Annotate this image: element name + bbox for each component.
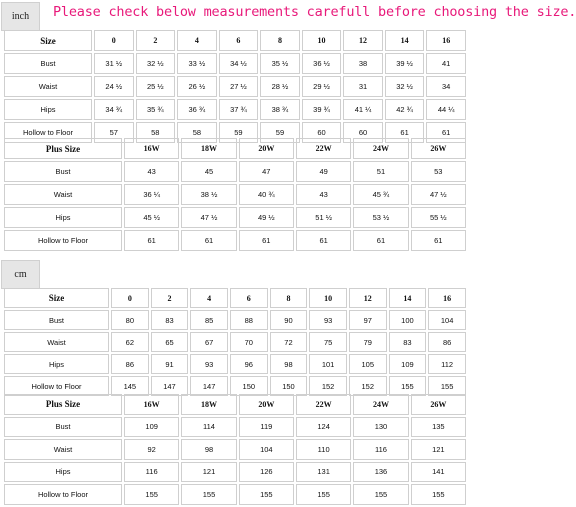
measurement-value-cell: 131 [296, 462, 351, 483]
measurement-value-cell: 59 [260, 122, 300, 143]
measurement-value-cell: 28 ½ [260, 76, 300, 97]
size-header-cell: 16W [124, 394, 179, 415]
measurement-value-cell: 58 [136, 122, 176, 143]
measurement-value-cell: 152 [309, 376, 347, 396]
measurement-value-cell: 150 [270, 376, 308, 396]
measurement-name-cell: Hips [4, 462, 122, 483]
size-header-row [4, 30, 466, 51]
size-header-cell: 10 [302, 30, 342, 51]
measurement-row [4, 184, 466, 205]
measurement-value-cell: 135 [411, 417, 466, 438]
size-header-cell: 2 [151, 288, 189, 308]
measurement-value-cell: 88 [230, 310, 268, 330]
size-header-cell: 14 [385, 30, 425, 51]
size-header-cell: 26W [411, 394, 466, 415]
size-header-cell: 4 [177, 30, 217, 51]
measurement-value-cell: 34 [426, 76, 466, 97]
measurement-value-cell: 83 [151, 310, 189, 330]
measurement-value-cell: 98 [181, 439, 236, 460]
measurement-value-cell: 61 [124, 230, 179, 251]
cm-unit-tab: cm [1, 260, 40, 289]
size-header-cell: 20W [239, 138, 294, 159]
measurement-name-cell: Waist [4, 332, 109, 352]
measurement-value-cell: 86 [111, 354, 149, 374]
measurement-value-cell: 98 [270, 354, 308, 374]
measurement-value-cell: 116 [353, 439, 408, 460]
measurement-value-cell: 136 [353, 462, 408, 483]
measurement-value-cell: 72 [270, 332, 308, 352]
measurement-value-cell: 44 ¼ [426, 99, 466, 120]
size-header-cell: 14 [389, 288, 427, 308]
measurement-value-cell: 80 [111, 310, 149, 330]
measurement-value-cell: 124 [296, 417, 351, 438]
measurement-value-cell: 57 [94, 122, 134, 143]
measurement-value-cell: 55 ½ [411, 207, 466, 228]
size-header-cell: 8 [270, 288, 308, 308]
measurement-value-cell: 105 [349, 354, 387, 374]
measurement-value-cell: 51 [353, 161, 408, 182]
size-header-cell: 24W [353, 138, 408, 159]
size-header-cell: 22W [296, 138, 351, 159]
size-header-cell: 18W [181, 394, 236, 415]
measurement-value-cell: 79 [349, 332, 387, 352]
measurement-value-cell: 39 ½ [385, 53, 425, 74]
measurement-name-cell: Bust [4, 417, 122, 438]
measurement-value-cell: 35 ¾ [136, 99, 176, 120]
size-header-row [4, 394, 466, 415]
measurement-name-cell: Bust [4, 53, 92, 74]
size-header-cell: 22W [296, 394, 351, 415]
measurement-name-cell: Waist [4, 439, 122, 460]
measurement-name-cell: Hollow to Floor [4, 230, 122, 251]
measurement-value-cell: 29 ½ [302, 76, 342, 97]
measurement-value-cell: 130 [353, 417, 408, 438]
measurement-value-cell: 61 [296, 230, 351, 251]
measurement-value-cell: 41 [426, 53, 466, 74]
measurement-row [4, 462, 466, 483]
measurement-value-cell: 51 ½ [296, 207, 351, 228]
measurement-value-cell: 41 ¼ [343, 99, 383, 120]
measurement-value-cell: 112 [428, 354, 466, 374]
measurement-value-cell: 24 ½ [94, 76, 134, 97]
size-header-cell: 12 [349, 288, 387, 308]
size-header-cell: 6 [219, 30, 259, 51]
measurement-value-cell: 53 ½ [353, 207, 408, 228]
measurement-value-cell: 60 [343, 122, 383, 143]
measurement-value-cell: 150 [230, 376, 268, 396]
measurement-value-cell: 34 ½ [219, 53, 259, 74]
measurement-value-cell: 31 [343, 76, 383, 97]
measurement-value-cell: 60 [302, 122, 342, 143]
measurement-value-cell: 43 [124, 161, 179, 182]
size-label-cell: Size [4, 30, 92, 51]
measurement-value-cell: 42 ¾ [385, 99, 425, 120]
size-label-cell: Plus Size [4, 138, 122, 159]
measurement-row [4, 161, 466, 182]
inch-unit-tab: inch [1, 2, 40, 31]
measurement-value-cell: 62 [111, 332, 149, 352]
measurement-name-cell: Waist [4, 76, 92, 97]
measurement-value-cell: 141 [411, 462, 466, 483]
measurement-value-cell: 43 [296, 184, 351, 205]
measurement-value-cell: 155 [181, 484, 236, 505]
measurement-value-cell: 34 ¾ [94, 99, 134, 120]
measurement-value-cell: 32 ½ [385, 76, 425, 97]
measurement-value-cell: 37 ¾ [219, 99, 259, 120]
measurement-value-cell: 90 [270, 310, 308, 330]
measurement-value-cell: 47 ½ [181, 207, 236, 228]
measurement-value-cell: 47 [239, 161, 294, 182]
measurement-row [4, 76, 466, 97]
measurement-value-cell: 145 [111, 376, 149, 396]
measurement-name-cell: Hollow to Floor [4, 122, 92, 143]
cm-standard-size-table [2, 286, 468, 398]
size-header-cell: 0 [94, 30, 134, 51]
measurement-value-cell: 47 ½ [411, 184, 466, 205]
size-header-cell: 2 [136, 30, 176, 51]
measurement-row [4, 99, 466, 120]
measurement-row [4, 310, 466, 330]
measurement-name-cell: Bust [4, 161, 122, 182]
measurement-row [4, 230, 466, 251]
measurement-name-cell: Hollow to Floor [4, 376, 109, 396]
size-header-cell: 24W [353, 394, 408, 415]
measurement-value-cell: 93 [190, 354, 228, 374]
measurement-value-cell: 152 [349, 376, 387, 396]
measurement-value-cell: 126 [239, 462, 294, 483]
measurement-row [4, 207, 466, 228]
measurement-value-cell: 155 [428, 376, 466, 396]
size-header-cell: 26W [411, 138, 466, 159]
measurement-value-cell: 75 [309, 332, 347, 352]
measurement-value-cell: 61 [239, 230, 294, 251]
measurement-value-cell: 53 [411, 161, 466, 182]
measurement-value-cell: 31 ½ [94, 53, 134, 74]
measurement-name-cell: Hips [4, 207, 122, 228]
size-header-cell: 16 [428, 288, 466, 308]
measurement-notice: Please check below measurements carefull before choosing the size. [53, 4, 576, 20]
measurement-value-cell: 45 ¾ [353, 184, 408, 205]
measurement-value-cell: 110 [296, 439, 351, 460]
measurement-value-cell: 36 ¾ [177, 99, 217, 120]
measurement-value-cell: 70 [230, 332, 268, 352]
measurement-value-cell: 61 [411, 230, 466, 251]
size-header-cell: 0 [111, 288, 149, 308]
size-label-cell: Plus Size [4, 394, 122, 415]
size-header-cell: 12 [343, 30, 383, 51]
size-label-cell: Size [4, 288, 109, 308]
measurement-value-cell: 36 ¼ [124, 184, 179, 205]
measurement-value-cell: 155 [411, 484, 466, 505]
measurement-value-cell: 121 [411, 439, 466, 460]
measurement-row [4, 417, 466, 438]
measurement-value-cell: 58 [177, 122, 217, 143]
measurement-value-cell: 155 [389, 376, 427, 396]
measurement-value-cell: 40 ¾ [239, 184, 294, 205]
measurement-value-cell: 121 [181, 462, 236, 483]
size-header-cell: 8 [260, 30, 300, 51]
measurement-value-cell: 25 ½ [136, 76, 176, 97]
measurement-value-cell: 97 [349, 310, 387, 330]
measurement-row [4, 439, 466, 460]
measurement-value-cell: 114 [181, 417, 236, 438]
measurement-value-cell: 96 [230, 354, 268, 374]
measurement-value-cell: 49 ½ [239, 207, 294, 228]
measurement-value-cell: 59 [219, 122, 259, 143]
measurement-value-cell: 85 [190, 310, 228, 330]
measurement-value-cell: 155 [239, 484, 294, 505]
size-header-cell: 18W [181, 138, 236, 159]
measurement-value-cell: 61 [385, 122, 425, 143]
measurement-value-cell: 155 [124, 484, 179, 505]
measurement-name-cell: Hips [4, 354, 109, 374]
measurement-name-cell: Hollow to Floor [4, 484, 122, 505]
measurement-value-cell: 61 [353, 230, 408, 251]
measurement-value-cell: 155 [296, 484, 351, 505]
measurement-value-cell: 155 [353, 484, 408, 505]
measurement-value-cell: 92 [124, 439, 179, 460]
measurement-row [4, 53, 466, 74]
measurement-value-cell: 38 ½ [181, 184, 236, 205]
measurement-value-cell: 100 [389, 310, 427, 330]
measurement-value-cell: 45 ½ [124, 207, 179, 228]
inch-standard-size-table [2, 28, 468, 145]
measurement-value-cell: 33 ½ [177, 53, 217, 74]
size-header-cell: 10 [309, 288, 347, 308]
measurement-value-cell: 101 [309, 354, 347, 374]
measurement-value-cell: 67 [190, 332, 228, 352]
measurement-value-cell: 61 [426, 122, 466, 143]
size-header-cell: 20W [239, 394, 294, 415]
measurement-name-cell: Bust [4, 310, 109, 330]
measurement-value-cell: 83 [389, 332, 427, 352]
inch-plus-size-table [2, 136, 468, 253]
measurement-value-cell: 38 [343, 53, 383, 74]
measurement-value-cell: 109 [124, 417, 179, 438]
measurement-value-cell: 35 ½ [260, 53, 300, 74]
measurement-value-cell: 147 [190, 376, 228, 396]
measurement-value-cell: 147 [151, 376, 189, 396]
measurement-value-cell: 26 ½ [177, 76, 217, 97]
cm-plus-size-table [2, 392, 468, 507]
size-header-row [4, 138, 466, 159]
measurement-value-cell: 49 [296, 161, 351, 182]
measurement-value-cell: 93 [309, 310, 347, 330]
size-header-row [4, 288, 466, 308]
measurement-row [4, 484, 466, 505]
measurement-name-cell: Waist [4, 184, 122, 205]
measurement-value-cell: 36 ½ [302, 53, 342, 74]
measurement-row [4, 354, 466, 374]
measurement-value-cell: 39 ¾ [302, 99, 342, 120]
measurement-row [4, 332, 466, 352]
measurement-value-cell: 91 [151, 354, 189, 374]
measurement-value-cell: 119 [239, 417, 294, 438]
measurement-value-cell: 116 [124, 462, 179, 483]
measurement-value-cell: 104 [239, 439, 294, 460]
measurement-value-cell: 32 ½ [136, 53, 176, 74]
size-header-cell: 6 [230, 288, 268, 308]
measurement-value-cell: 27 ½ [219, 76, 259, 97]
size-header-cell: 4 [190, 288, 228, 308]
measurement-value-cell: 86 [428, 332, 466, 352]
measurement-value-cell: 61 [181, 230, 236, 251]
measurement-value-cell: 104 [428, 310, 466, 330]
measurement-value-cell: 45 [181, 161, 236, 182]
measurement-value-cell: 65 [151, 332, 189, 352]
measurement-value-cell: 109 [389, 354, 427, 374]
size-header-cell: 16 [426, 30, 466, 51]
measurement-name-cell: Hips [4, 99, 92, 120]
size-header-cell: 16W [124, 138, 179, 159]
measurement-value-cell: 38 ¾ [260, 99, 300, 120]
